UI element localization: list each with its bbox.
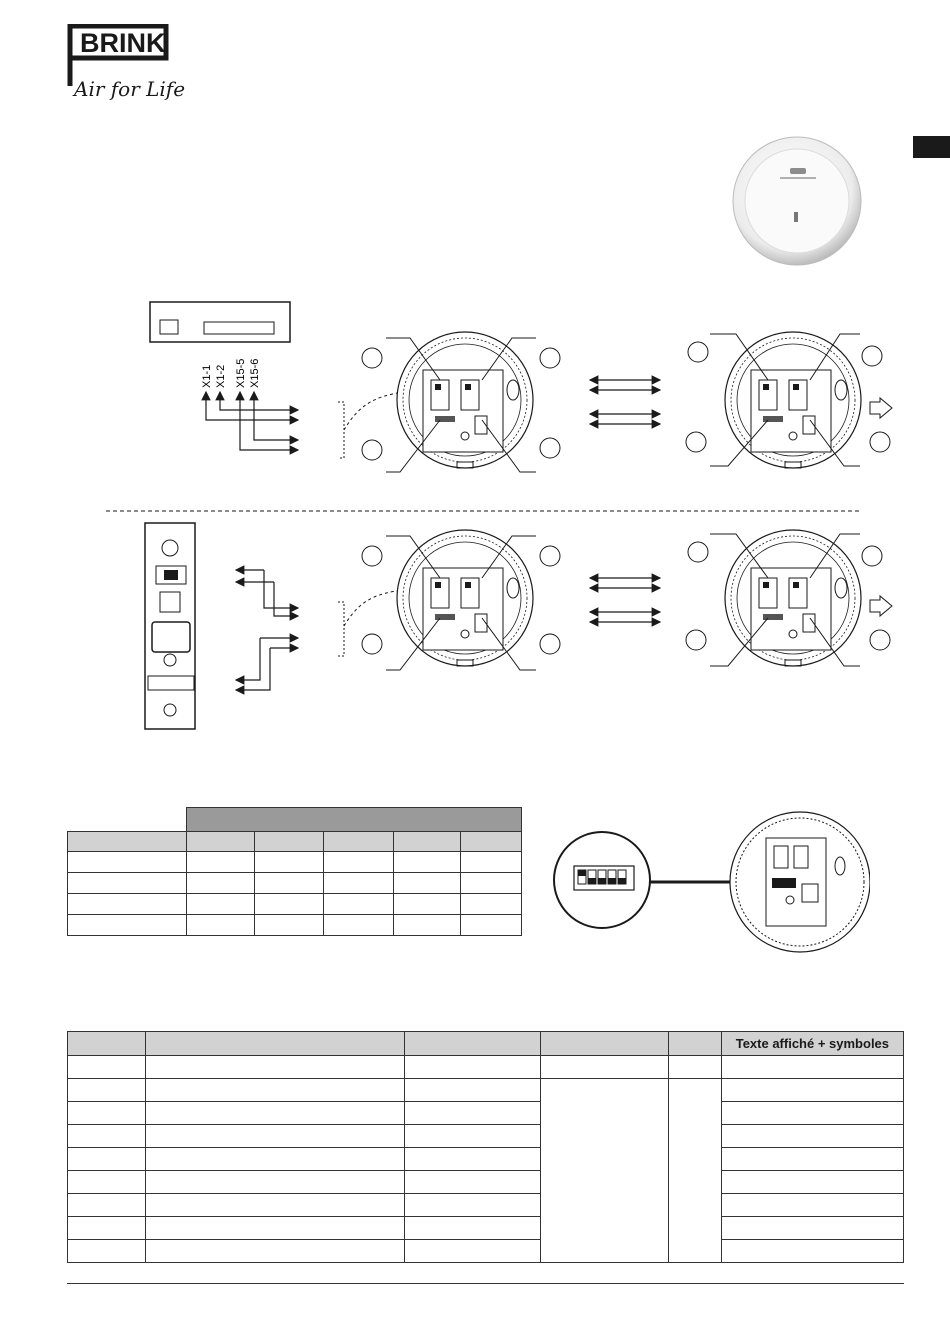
sensor-photo (730, 134, 865, 269)
brand-name: BRINK (80, 28, 166, 58)
table-row (68, 1240, 904, 1263)
footer-rule (67, 1283, 904, 1284)
table-row (68, 1148, 904, 1171)
dip-switch-table (67, 807, 522, 936)
terminal-label-x1-2: X1-2 (215, 364, 227, 388)
table-row (68, 1194, 904, 1217)
wiring-diagram (100, 290, 920, 740)
brink-logo (66, 24, 196, 114)
brand-tagline: Air for Life (74, 77, 186, 101)
table-row (68, 852, 522, 873)
settings-table (67, 1031, 904, 1263)
table-row (68, 1217, 904, 1240)
table-row (68, 1171, 904, 1194)
language-tab (913, 136, 950, 158)
table-row (68, 915, 522, 936)
terminal-label-x1-1: X1-1 (201, 364, 213, 388)
terminal-label-x15-5: X15-5 (235, 358, 247, 388)
column-header-display-text: Texte affiché + symboles (721, 1032, 903, 1056)
table-row (68, 873, 522, 894)
table-row (68, 1056, 904, 1079)
table-row (68, 894, 522, 915)
table-row (68, 1079, 904, 1102)
table-row (68, 1102, 904, 1125)
table-row (68, 1125, 904, 1148)
terminal-label-x15-6: X15-6 (249, 358, 261, 388)
dip-switch-diagram (550, 808, 870, 958)
dip-table-group-header (187, 808, 522, 832)
